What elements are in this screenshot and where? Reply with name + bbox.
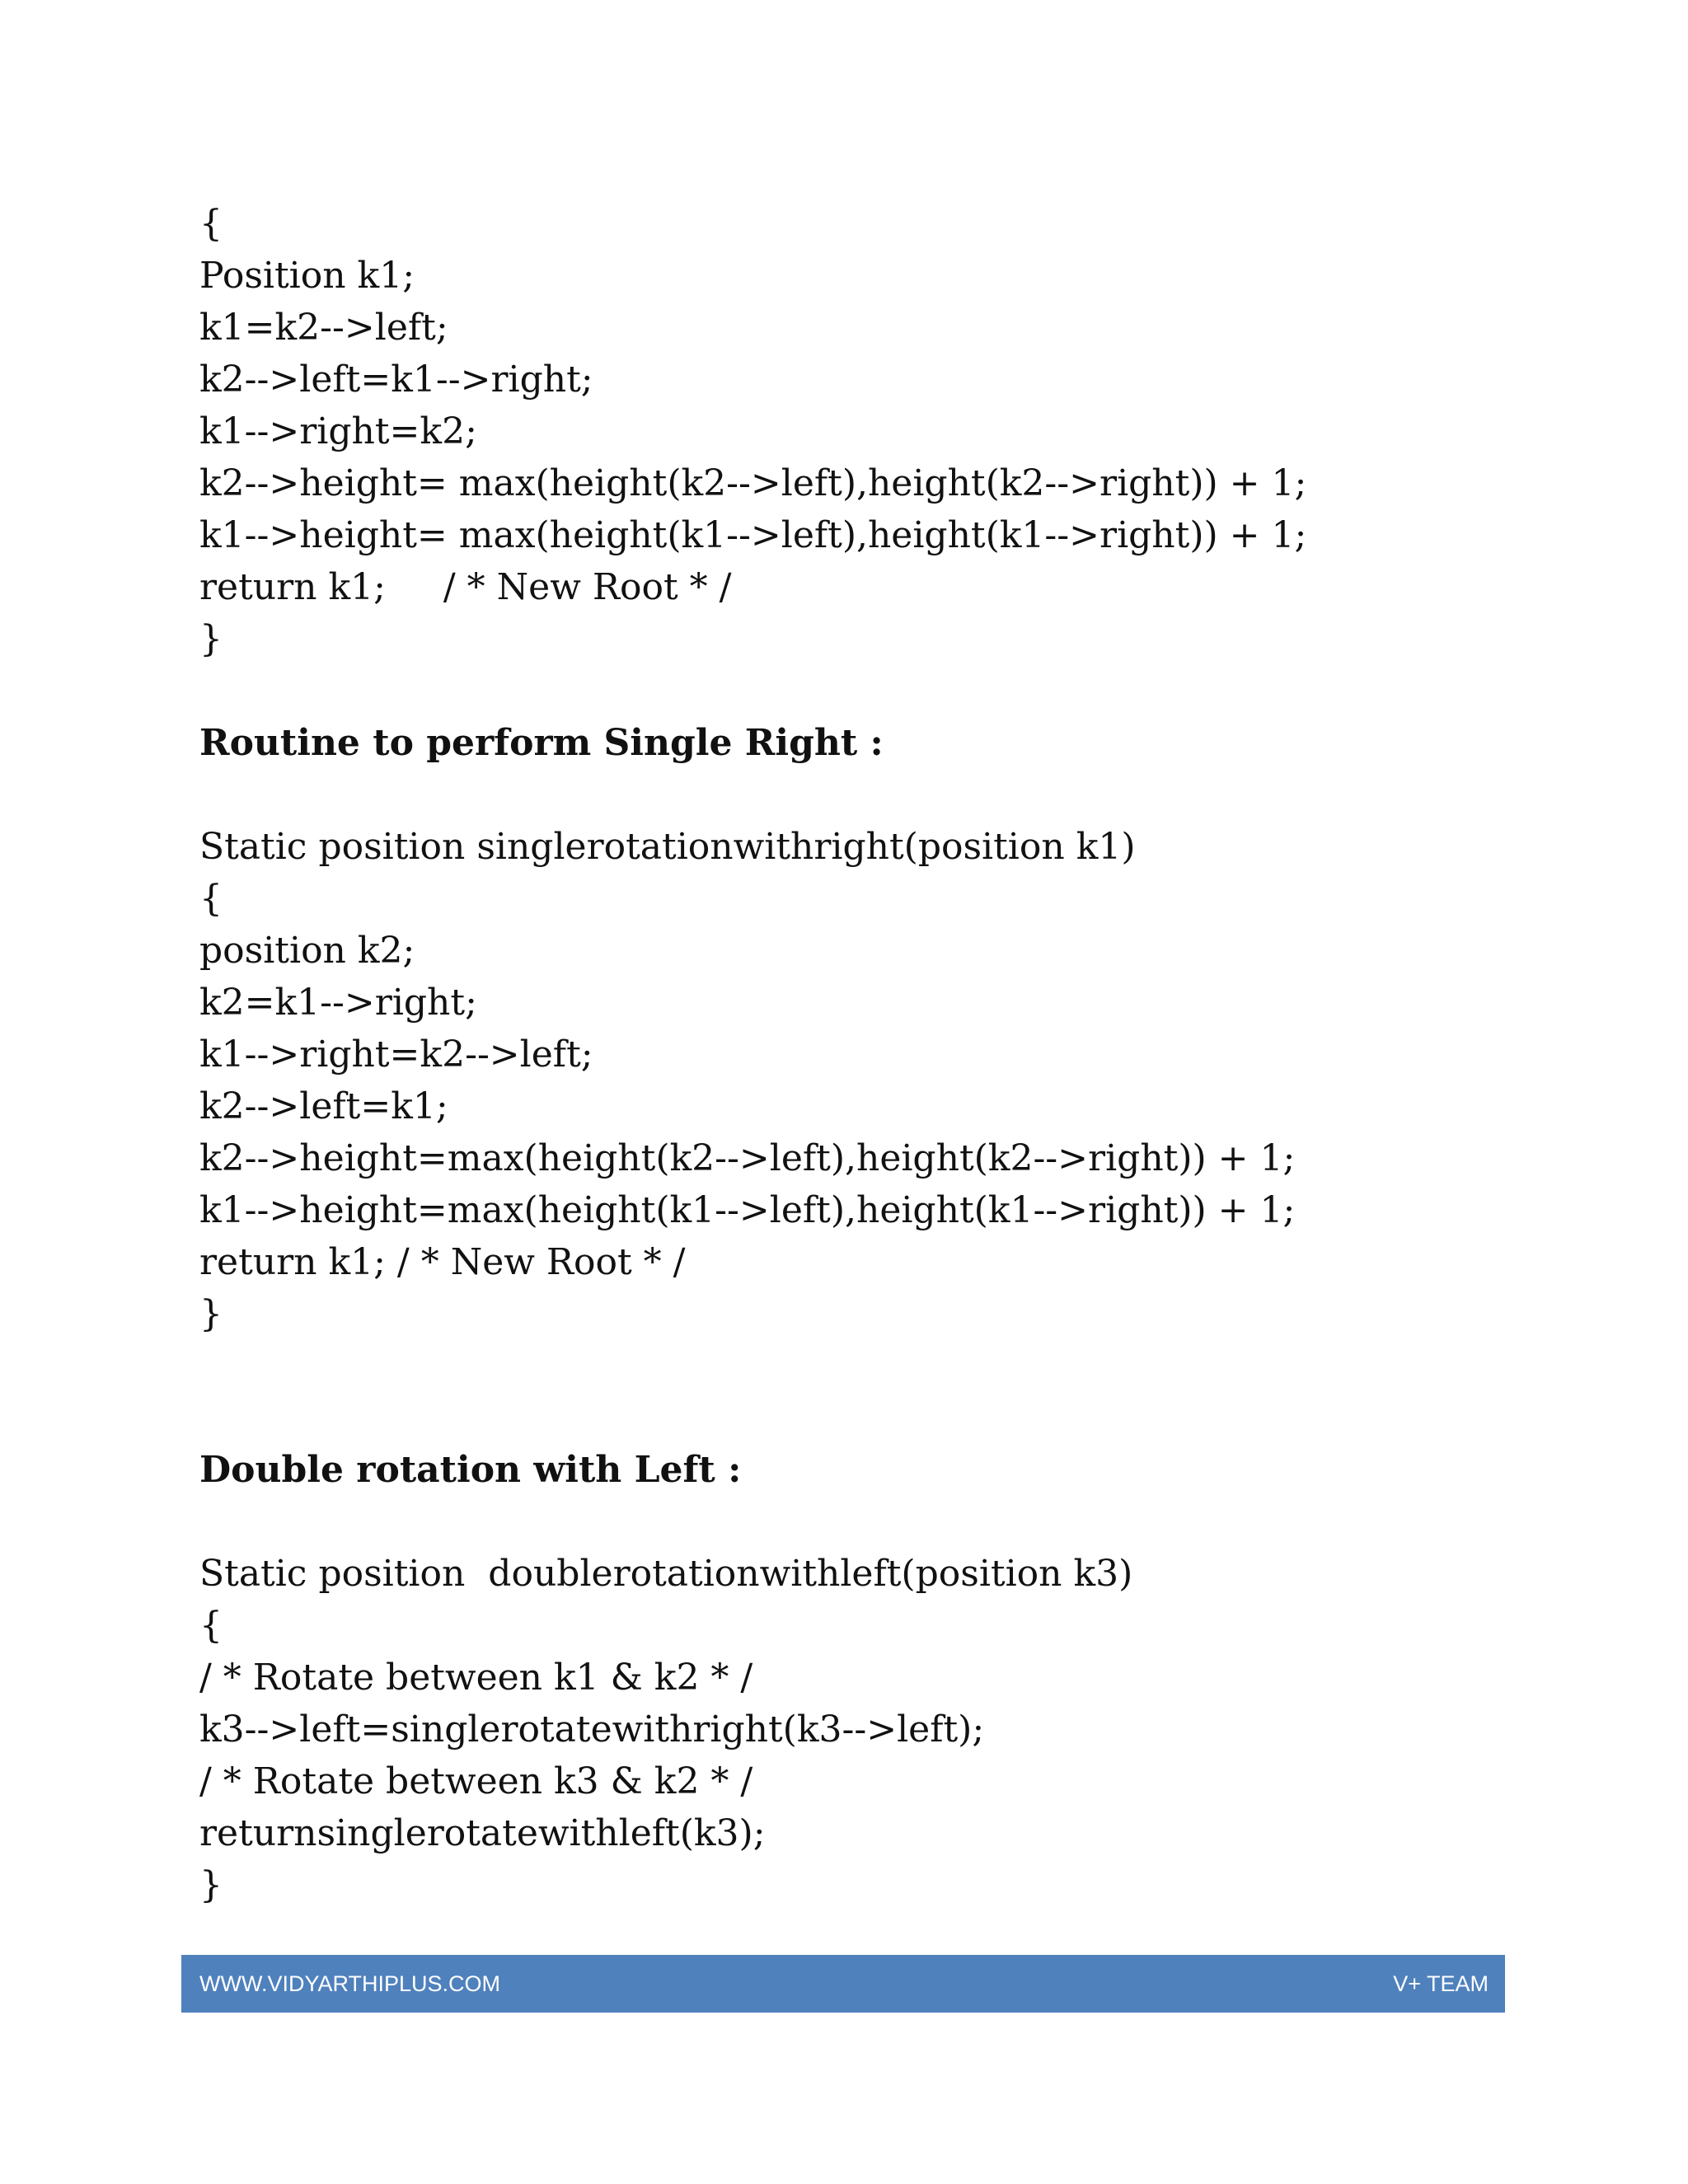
code-line: k2-->left=k1; bbox=[199, 1085, 448, 1127]
spacer bbox=[199, 665, 1518, 717]
section-heading-double-left: Double rotation with Left : bbox=[199, 1449, 742, 1491]
section-heading-single-right: Routine to perform Single Right : bbox=[199, 722, 884, 764]
code-line: Position k1; bbox=[199, 255, 415, 297]
code-line: returnsinglerotatewithleft(k3); bbox=[199, 1812, 766, 1854]
code-block-rotation-left bbox=[199, 198, 1518, 665]
code-line: k2=k1-->right; bbox=[199, 982, 477, 1024]
code-line: { bbox=[199, 203, 223, 245]
code-line: k2-->height=max(height(k2-->left),height(k2-->right)) + 1; bbox=[199, 1137, 1296, 1179]
code-line: k1-->height=max(height(k1-->left),height(k1-->right)) + 1; bbox=[199, 1189, 1296, 1231]
spacer bbox=[199, 1496, 1518, 1548]
code-line: k1-->right=k2; bbox=[199, 410, 477, 452]
code-line: return k1; / * New Root * / bbox=[199, 566, 732, 608]
code-block-single-right bbox=[199, 821, 1518, 1340]
code-line: { bbox=[199, 1605, 223, 1647]
code-line: Static position doublerotationwithleft(position k3) bbox=[199, 1553, 1133, 1595]
code-line: / * Rotate between k3 & k2 * / bbox=[199, 1760, 753, 1802]
code-line: } bbox=[199, 1293, 223, 1335]
code-line: / * Rotate between k1 & k2 * / bbox=[199, 1657, 753, 1699]
code-line: } bbox=[199, 618, 223, 660]
footer-team: V+ TEAM bbox=[1393, 1971, 1489, 1996]
code-line: k2-->height= max(height(k2-->left),height(k2-->right)) + 1; bbox=[199, 462, 1307, 504]
code-line: k1-->right=k2-->left; bbox=[199, 1033, 593, 1076]
code-line: k2-->left=k1-->right; bbox=[199, 359, 593, 401]
code-line: k3-->left=singlerotatewithright(k3-->left); bbox=[199, 1708, 985, 1750]
code-line: return k1; / * New Root * / bbox=[199, 1241, 686, 1283]
page-footer bbox=[181, 1955, 1505, 2013]
spacer bbox=[199, 1340, 1518, 1444]
code-line: k1-->height= max(height(k1-->left),height(k1-->right)) + 1; bbox=[199, 514, 1307, 556]
code-line: k1=k2-->left; bbox=[199, 307, 448, 349]
document-body bbox=[199, 198, 1518, 1911]
code-line: { bbox=[199, 878, 223, 920]
spacer bbox=[199, 769, 1518, 821]
footer-website: WWW.VIDYARTHIPLUS.COM bbox=[199, 1971, 501, 1996]
code-line: } bbox=[199, 1864, 223, 1906]
code-block-double-left bbox=[199, 1548, 1518, 1911]
code-line: Static position singlerotationwithright(position k1) bbox=[199, 826, 1136, 868]
code-line: position k2; bbox=[199, 930, 415, 972]
